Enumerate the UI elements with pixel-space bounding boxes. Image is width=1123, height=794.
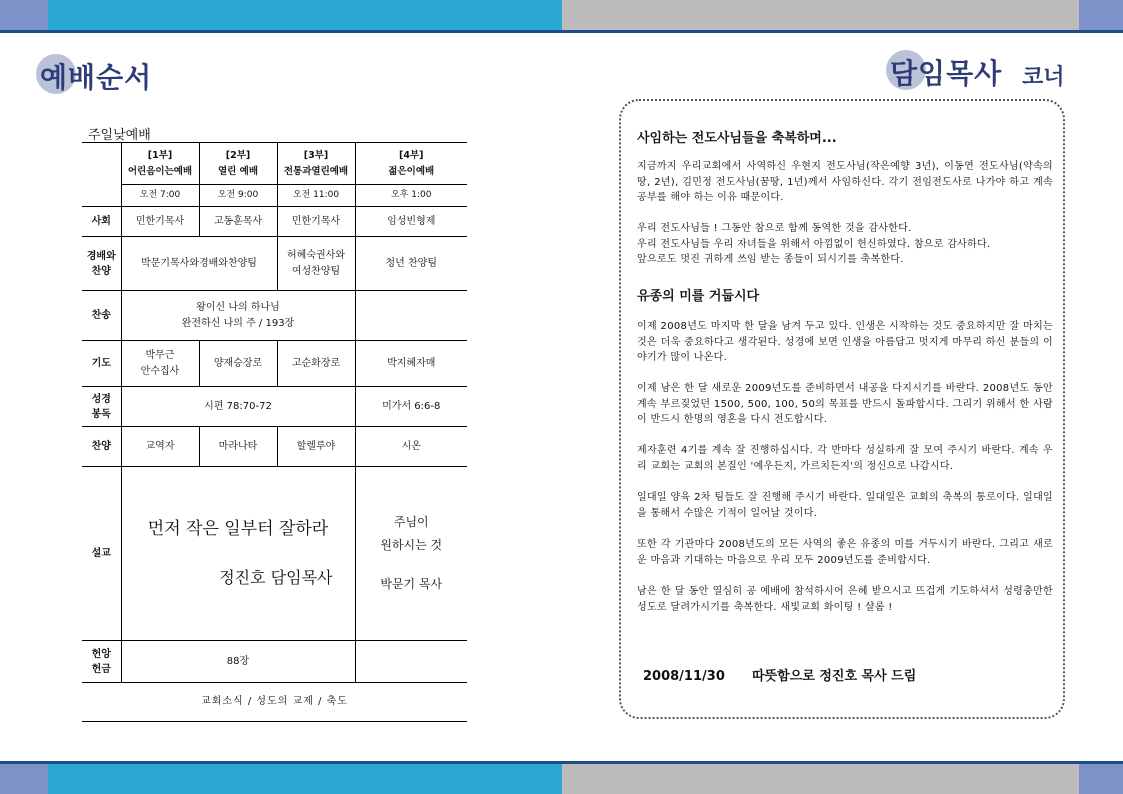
signature-date: 2008/11/30 xyxy=(643,669,725,684)
choir-4: 시온 xyxy=(355,427,467,467)
offering-4 xyxy=(355,641,467,683)
signature-name: 따뜻함으로 정진호 목사 드림 xyxy=(752,669,917,684)
offering-label: 헌앙 헌금 xyxy=(82,641,121,683)
host-2: 고동훈목사 xyxy=(199,207,277,237)
service-name-row xyxy=(82,143,467,185)
prayer-row xyxy=(82,341,467,387)
section2-paragraph-1: 이제 2008년도 마지막 한 달을 남겨 두고 있다. 인생은 시작하는 것도 중요하지만 잘 마치는 것은 더욱 중요하다고 생각된다. 성경에 보면 인생을 아름답고 멋지게 마무리 하신 분들의 이야기가 많이 나온다. xyxy=(637,321,1053,363)
choir-2: 마라나타 xyxy=(199,427,277,467)
sermon-right-preacher: 박문기 목사 xyxy=(380,576,443,591)
section2-paragraph-2: 이제 남은 한 달 새로운 2009년도를 준비하면서 내공을 다지시기를 바란다. 2008년도 동안 계속 부르짖었던 1500, 500, 100, 50의 목표를 반드시 돌파합시다. 그리기 위해서 한 사람이 반드시 한명의 영혼을 다시 전도합시다. xyxy=(637,383,1053,425)
prayer-4: 박지혜자매 xyxy=(355,341,467,387)
hymn-label: 찬송 xyxy=(82,291,121,341)
praise-12: 박문기목사와경배와찬양팀 xyxy=(121,237,277,291)
service-2-name: [2부] 열린 예배 xyxy=(199,143,277,185)
choir-3: 할렐루야 xyxy=(277,427,355,467)
praise-3: 허혜숙권사와 여성찬양팀 xyxy=(277,237,355,291)
section1-paragraph-2: 우리 전도사님들 ! 그동안 참으로 함께 동역한 것을 감사한다. 우리 전도사님들 우리 자녀들을 위해서 아낌없이 헌신하였다. 참으로 감사하다. 앞으로도 멋진 귀하게 쓰임 받는 종들이 되시기를 축복한다. xyxy=(637,223,991,265)
praise-label: 경배와 찬양 xyxy=(82,237,121,291)
praise-4: 청년 찬양팀 xyxy=(355,237,467,291)
sermon-row xyxy=(82,467,467,641)
scripture-4: 미가서 6:6-8 xyxy=(355,387,467,427)
pastor-corner-title-text: 담임목사 xyxy=(890,57,1003,90)
section1-paragraph-1: 지금까지 우리교회에서 사역하신 우현지 전도사님(작은예향 3년), 이동연 전도사님(약속의 땅, 2년), 김민정 전도사님(꿈땅, 1년)께서 사임하신다. 각기 전임전도사로 나가야 하고 계속 공부를 해야 하는 이유 때문이다. xyxy=(637,161,1053,203)
section2-heading: 유종의 미를 거둡시다 xyxy=(637,289,760,304)
choir-row xyxy=(82,427,467,467)
host-label: 사회 xyxy=(82,207,121,237)
prayer-3: 고순화장로 xyxy=(277,341,355,387)
praise-row xyxy=(82,237,467,291)
scripture-row xyxy=(82,387,467,427)
prayer-1: 박무근 안수집사 xyxy=(121,341,199,387)
host-1: 민한기목사 xyxy=(121,207,199,237)
service-1-name: [1부] 어린음이는예배 xyxy=(121,143,199,185)
worship-order-title xyxy=(30,48,170,98)
host-3: 민한기목사 xyxy=(277,207,355,237)
offering-123: 88장 xyxy=(121,641,355,683)
section1-heading: 사임하는 전도사님들을 축복하며... xyxy=(637,131,837,146)
pastor-corner-title xyxy=(880,48,1080,98)
hymn-123: 왕이신 나의 하나님 완전하신 나의 주 / 193장 xyxy=(121,291,355,341)
service-3-name: [3부] 전통과열린예배 xyxy=(277,143,355,185)
sermon-right-title-2: 원하시는 것 xyxy=(380,538,443,553)
sermon-right-title-1: 주님이 xyxy=(393,515,429,530)
prayer-2: 양재승장로 xyxy=(199,341,277,387)
service-1-time: 오전 7:00 xyxy=(121,185,199,207)
host-4: 임성빈형제 xyxy=(355,207,467,237)
corner-cell xyxy=(82,143,121,207)
pastor-letter-box xyxy=(619,99,1065,719)
host-row xyxy=(82,207,467,237)
sermon-right xyxy=(355,467,467,641)
section2-paragraph-5: 또한 각 기관마다 2008년도의 모든 사역의 좋은 유종의 미를 거두시기 바란다. 그리고 새로운 마음과 기대하는 마음으로 우리 모두 2009년도를 준비합시다. xyxy=(637,539,1053,566)
pastor-corner-title-small: 코너 xyxy=(1022,64,1065,90)
closing-notice: 교회소식 / 성도의 교제 / 축도 xyxy=(82,680,467,722)
top-decor-bar xyxy=(0,0,1123,33)
service-2-time: 오전 9:00 xyxy=(199,185,277,207)
scripture-123: 시편 78:70-72 xyxy=(121,387,355,427)
signature xyxy=(643,665,916,684)
section2-paragraph-6: 남은 한 달 동안 열심히 공 예배에 참석하시어 은혜 받으시고 뜨겁게 기도하셔서 성령충만한 성도로 달려가시기를 축복한다. 새빛교회 화이팅 ! 샬롬 ! xyxy=(637,586,1053,613)
service-4-name: [4부] 젊은이예배 xyxy=(355,143,467,185)
hymn-row xyxy=(82,291,467,341)
section2-paragraph-3: 제자훈련 4기를 계속 잘 진행하십시다. 각 반마다 성실하게 잘 모여 주시기 바란다. 계속 우리 교회는 교회의 본질인 '예우든지, 가르치든지'의 정신으로 나갑시다. xyxy=(637,445,1053,472)
section2-paragraph-4: 일대일 양육 2차 팀들도 잘 진행해 주시기 바란다. 일대일은 교회의 축복의 통로이다. 일대일을 통해서 수많은 기적이 일어날 것이다. xyxy=(637,492,1053,519)
bottom-decor-bar xyxy=(0,761,1123,794)
hymn-4 xyxy=(355,291,467,341)
service-time-row xyxy=(82,185,467,207)
worship-schedule-table xyxy=(82,142,467,683)
prayer-label: 기도 xyxy=(82,341,121,387)
offering-row xyxy=(82,641,467,683)
service-3-time: 오전 11:00 xyxy=(277,185,355,207)
worship-order-title-text: 예배순서 xyxy=(40,61,153,94)
choir-1: 교역자 xyxy=(121,427,199,467)
service-subtitle: 주일낮예배 xyxy=(88,128,151,143)
scripture-label: 성경 봉독 xyxy=(82,387,121,427)
choir-label: 찬양 xyxy=(82,427,121,467)
service-4-time: 오후 1:00 xyxy=(355,185,467,207)
sermon-title: 먼저 작은 일부터 잘하라 xyxy=(147,519,329,539)
sermon-preacher: 정진호 담임목사 xyxy=(219,568,333,587)
sermon-label: 설교 xyxy=(82,467,121,641)
sermon-main xyxy=(121,467,355,641)
